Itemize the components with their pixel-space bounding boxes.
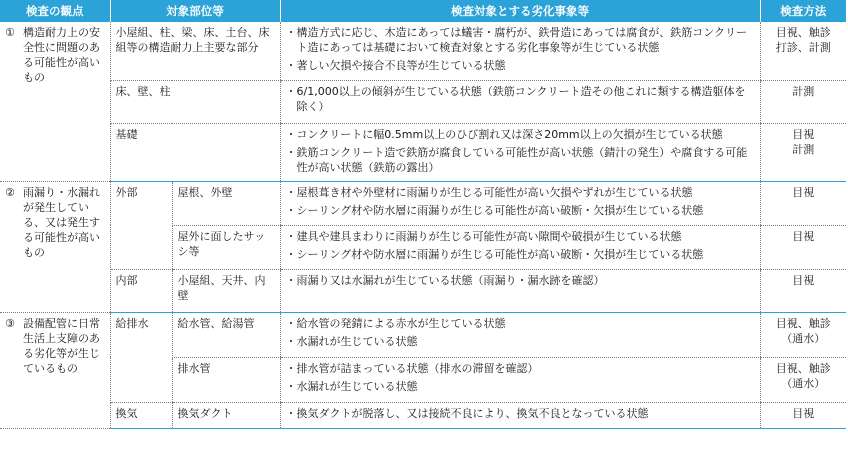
viewpoint-number: ③ (5, 316, 15, 330)
table-row (0, 80, 846, 123)
item-text: 給水管の発錆による赤水が生じている状態 (296, 316, 506, 330)
subpart-cell: 排水管 (172, 357, 280, 402)
bullet: ・ (285, 203, 297, 217)
bullet: ・ (285, 26, 297, 39)
bullet: ・ (285, 273, 297, 287)
list-item (286, 247, 755, 262)
bullet: ・ (285, 127, 297, 141)
list-item (286, 25, 755, 55)
item-text: 屋根葺き材や外壁材に雨漏りが生じる可能性が高い欠損やずれが生じている状態 (296, 185, 693, 199)
header-target-part: 対象部位等 (110, 0, 280, 22)
method-cell (760, 402, 846, 428)
subpart-cell: 換気ダクト (172, 402, 280, 428)
item-text: 水漏れが生じている状態 (296, 334, 418, 348)
method-cell (760, 181, 846, 225)
table-row (0, 402, 846, 428)
item-text: 水漏れが生じている状態 (296, 379, 418, 393)
table-row (0, 312, 846, 357)
method-text: （通水） (781, 331, 826, 345)
viewpoint-cell (0, 312, 110, 428)
subpart-cell: 屋根、外壁 (172, 181, 280, 225)
list-item (286, 203, 755, 218)
table-row (0, 181, 846, 225)
table-row (0, 123, 846, 181)
table-row (0, 269, 846, 312)
part-cell: 換気 (110, 402, 172, 428)
item-text: コンクリートに幅0.5mm以上のひび割れ又は深さ20mm以上の欠損が生じている状態 (296, 127, 723, 141)
method-text: 目視、触診 (775, 361, 831, 375)
items-cell (280, 269, 760, 312)
list-item (286, 185, 755, 200)
item-text: 雨漏り又は水漏れが生じている状態（雨漏り・漏水跡を確認） (296, 273, 605, 287)
method-cell (760, 80, 846, 123)
bullet: ・ (285, 379, 297, 393)
item-text: 鉄筋コンクリート造で鉄筋が腐食している可能性が高い状態（錆汁の発生）や腐食する可能性が高い状態（鉄筋の露出） (296, 145, 748, 174)
bullet: ・ (285, 145, 297, 159)
item-text: 換気ダクトが脱落し、又は接続不良により、換気不良となっている状態 (296, 406, 649, 420)
list-item (286, 406, 755, 421)
viewpoint-number: ① (5, 26, 15, 39)
method-text: 計測 (792, 84, 815, 98)
item-text: 排水管が詰まっている状態（排水の滞留を確認） (296, 361, 539, 375)
viewpoint-text: 構造耐力上の安全性に問題のある可能性が高いもの (23, 26, 100, 84)
bullet: ・ (285, 247, 297, 261)
bullet: ・ (285, 361, 297, 375)
list-item (286, 316, 755, 331)
method-text: 打診、計測 (775, 41, 831, 54)
part-cell: 給排水 (110, 312, 172, 402)
bullet: ・ (285, 229, 297, 243)
viewpoint-cell (0, 181, 110, 312)
method-cell (760, 269, 846, 312)
list-item (286, 127, 755, 142)
header-viewpoint: 検査の観点 (0, 0, 110, 22)
items-cell (280, 22, 760, 80)
item-text: 建具や建具まわりに雨漏りが生じる可能性が高い隙間や破損が生じている状態 (296, 229, 682, 243)
method-text: 目視 (792, 406, 815, 420)
item-text: 著しい欠損や接合不良等が生じている状態 (296, 59, 506, 72)
viewpoint-number: ② (5, 185, 15, 199)
header-method: 検査方法 (760, 0, 846, 22)
list-item (286, 145, 755, 175)
list-item (286, 334, 755, 349)
bullet: ・ (285, 59, 297, 72)
item-text: シーリング材や防水層に雨漏りが生じる可能性が高い破断・欠損が生じている状態 (296, 247, 704, 261)
viewpoint-text: 雨漏り・水漏れが発生している、又は発生する可能性が高いもの (23, 185, 100, 259)
list-item (286, 379, 755, 394)
list-item (286, 229, 755, 244)
bullet: ・ (285, 406, 297, 420)
method-text: 目視 (792, 127, 815, 141)
items-cell (280, 123, 760, 181)
method-cell (760, 357, 846, 402)
items-cell (280, 312, 760, 357)
bullet: ・ (285, 84, 297, 98)
table-row (0, 22, 846, 80)
part-cell: 小屋組、柱、梁、床、土台、床組等の構造耐力上主要な部分 (110, 22, 280, 80)
list-item (286, 361, 755, 376)
method-text: 目視 (792, 229, 815, 243)
items-cell (280, 402, 760, 428)
item-text: 6/1,000以上の傾斜が生じている状態（鉄筋コンクリート造その他これに類する構造躯体を除く） (296, 84, 746, 113)
list-item (286, 273, 755, 288)
part-cell: 床、壁、柱 (110, 80, 280, 123)
header-row (0, 0, 846, 22)
subpart-cell: 小屋組、天井、内壁 (172, 269, 280, 312)
method-text: 目視 (792, 185, 815, 199)
method-cell (760, 123, 846, 181)
viewpoint-text: 設備配管に日常生活上支障のある劣化等が生じているもの (23, 316, 100, 375)
items-cell (280, 225, 760, 269)
bullet: ・ (285, 316, 297, 330)
subpart-cell: 給水管、給湯管 (172, 312, 280, 357)
subpart-cell: 屋外に面したサッシ等 (172, 225, 280, 269)
method-cell (760, 312, 846, 357)
method-cell (760, 225, 846, 269)
viewpoint-cell (0, 22, 110, 181)
item-text: シーリング材や防水層に雨漏りが生じる可能性が高い破断・欠損が生じている状態 (296, 203, 704, 217)
item-text: 構造方式に応じ、木造にあっては蟻害・腐朽が、鉄骨造にあっては腐食が、鉄筋コンクリート造にあっては基礎において検査対象とする劣化事象等が生じている状態 (296, 26, 748, 54)
header-degradation: 検査対象とする劣化事象等 (280, 0, 760, 22)
method-text: 目視、触診 (775, 316, 831, 330)
method-text: 目視、触診 (775, 26, 831, 39)
part-cell: 基礎 (110, 123, 280, 181)
method-text: 計測 (792, 142, 815, 156)
list-item (286, 58, 755, 73)
bullet: ・ (285, 334, 297, 348)
list-item (286, 84, 755, 114)
method-text: （通水） (781, 376, 826, 390)
part-cell: 外部 (110, 181, 172, 269)
items-cell (280, 80, 760, 123)
method-cell (760, 22, 846, 80)
bullet: ・ (285, 185, 297, 199)
items-cell (280, 181, 760, 225)
items-cell (280, 357, 760, 402)
method-text: 目視 (792, 273, 815, 287)
part-cell: 内部 (110, 269, 172, 312)
